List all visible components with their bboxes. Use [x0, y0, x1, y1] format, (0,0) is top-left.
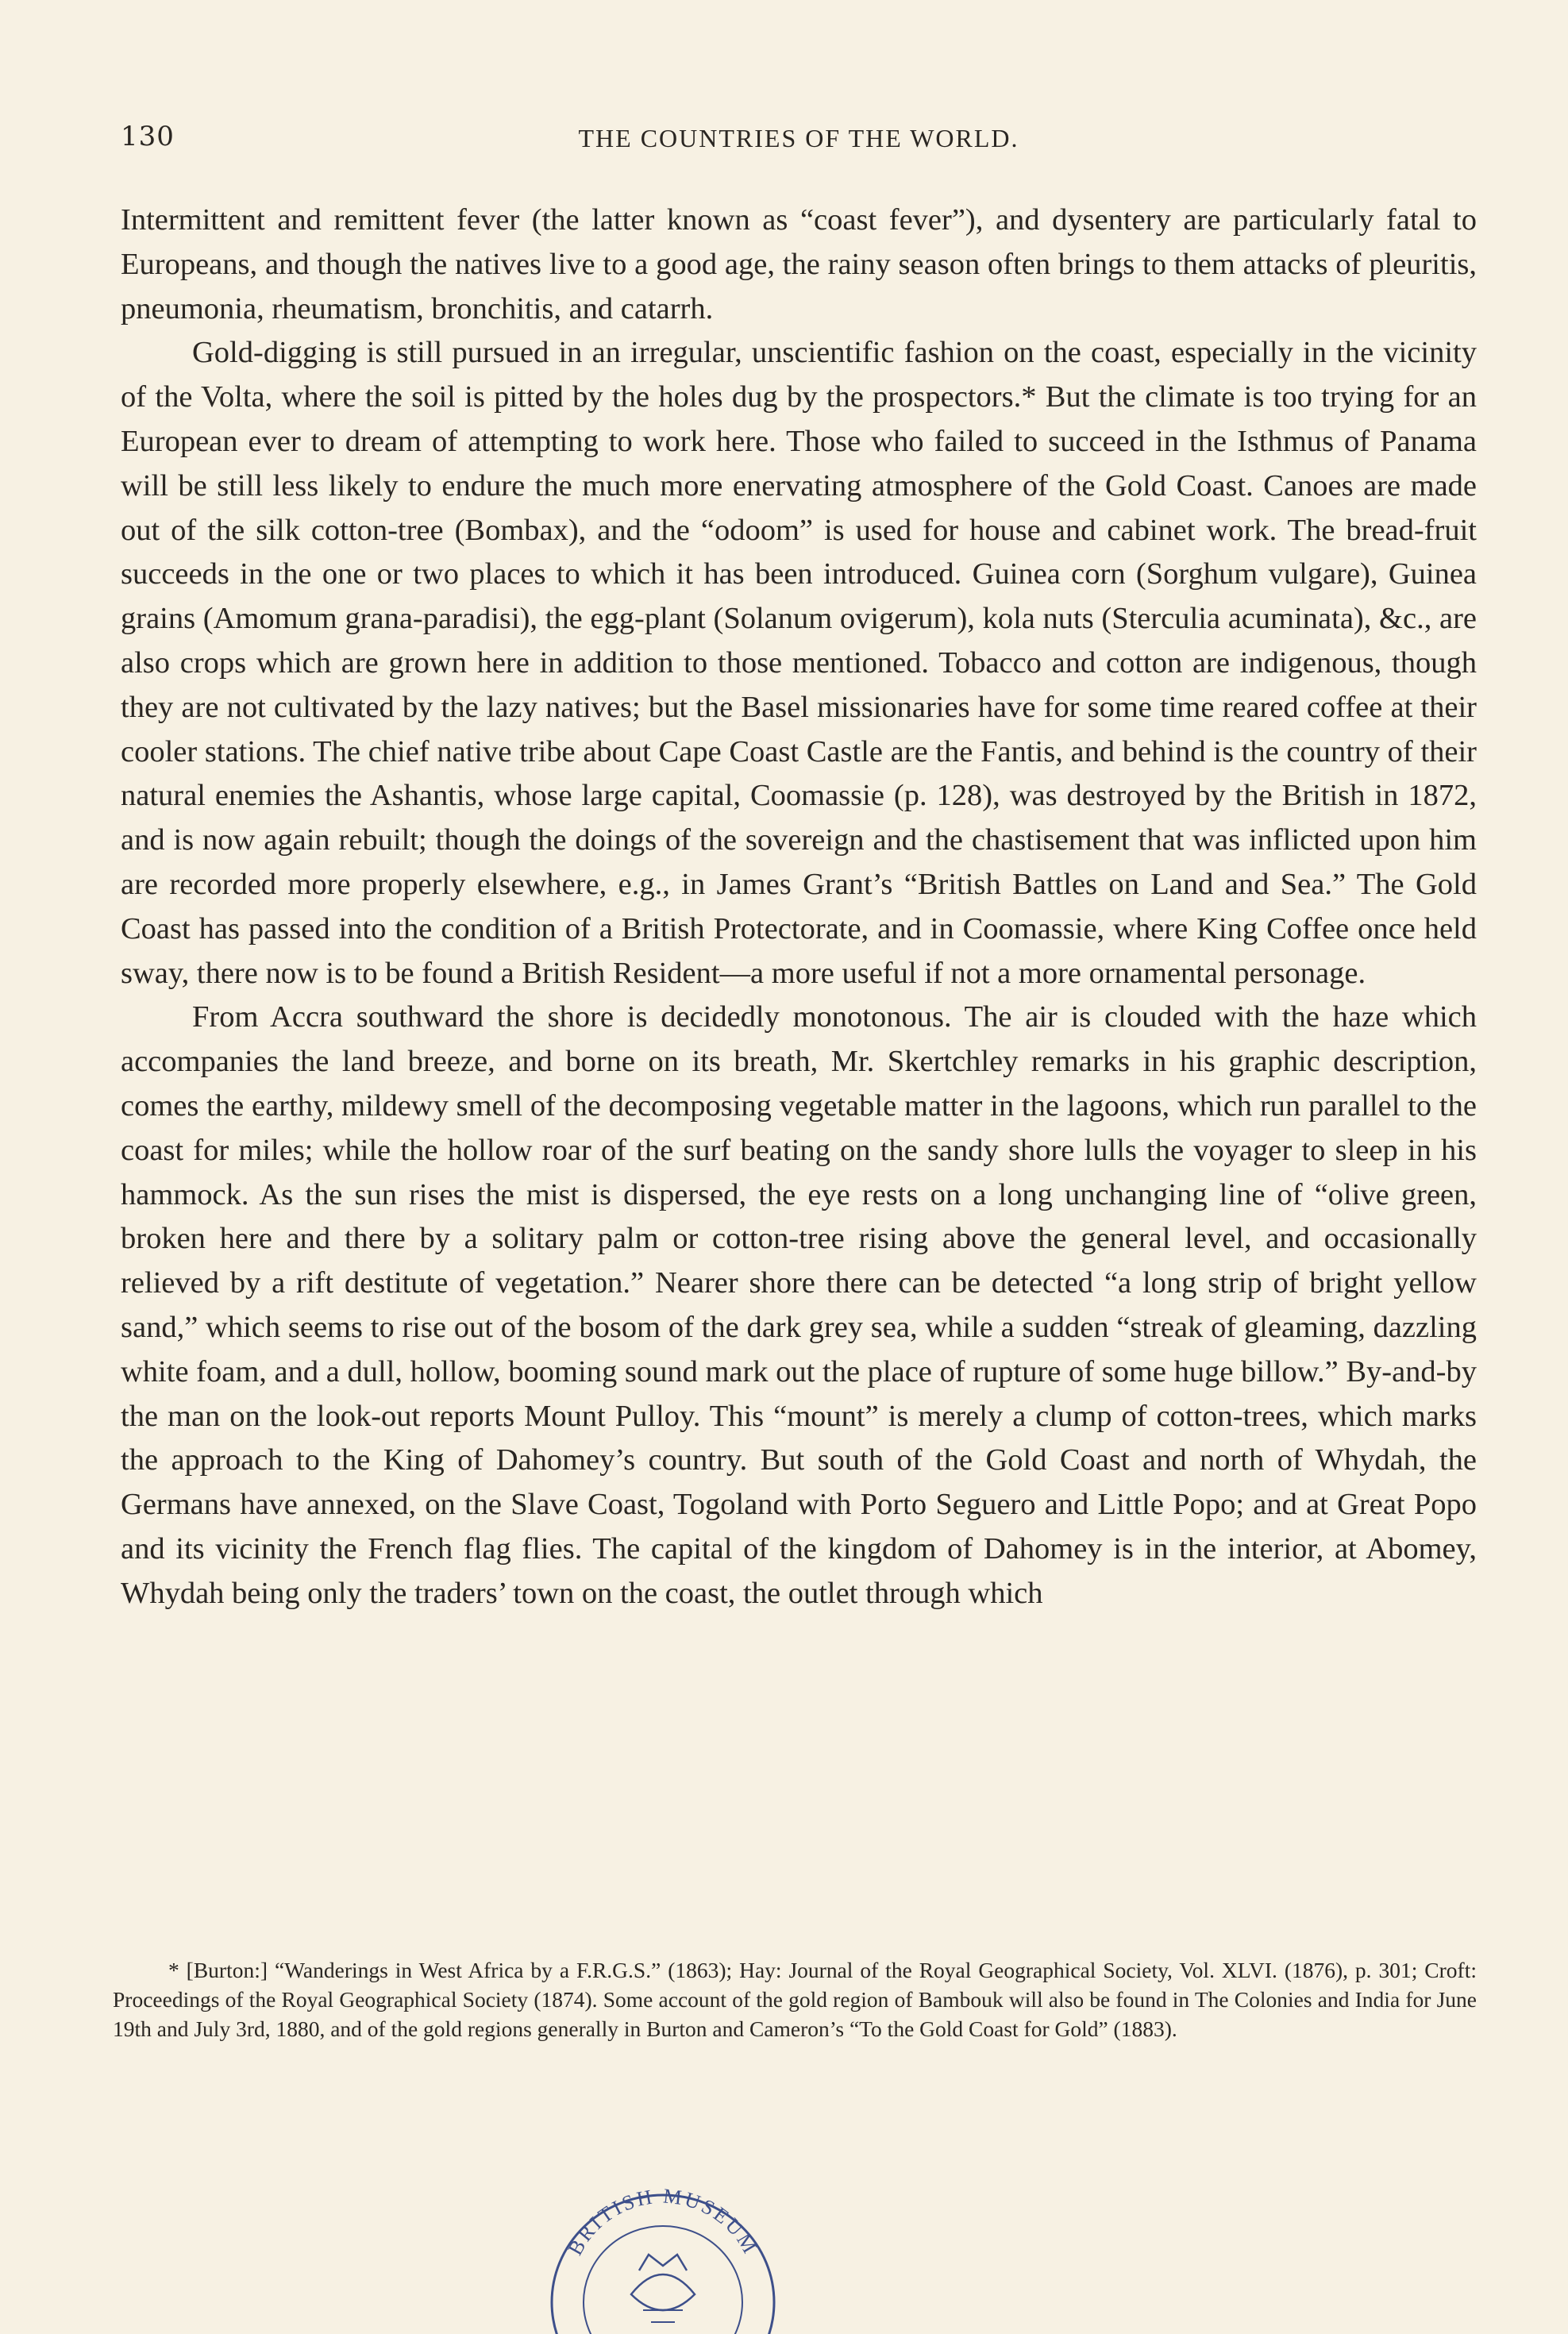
stamp-seal-icon: [540, 2175, 786, 2334]
page-number: 130: [121, 121, 175, 152]
library-stamp: [540, 2175, 786, 2334]
paragraph-accra: From Accra southward the shore is decidedly monotonous. The air is clouded with the haze which accompanies the land breeze, and borne on its breath, Mr. Skertchley remarks in his graphic description, comes the earthy, mildewy smell of the decomposing vegetable matter in the lagoons, which run parallel to the coast for miles; while the hollow roar of the surf beating on the sandy shore lulls the voyager to sleep in his hammock. As the sun rises the mist is dispersed, the eye rests on a long unchanging line of “olive green, broken here and there by a solitary palm or cotton-tree rising above the general level, and occasionally relieved by a rift destitute of vegetation.” Nearer shore there can be detected “a long strip of bright yellow sand,” which seems to rise out of the bosom of the dark grey sea, while a sudden “streak of gleaming, dazzling white foam, and a dull, hollow, booming sound mark out the place of rupture of some huge billow.” By-and-by the man on the look-out reports Mount Pulloy. This “mount” is merely a clump of cotton-trees, which marks the approach to the King of Dahomey’s country. But south of the Gold Coast and north of Whydah, the Germans have annexed, on the Slave Coast, Togoland with Porto Seguero and Little Popo; and at Great Popo and its vicinity the French flag flies. The capital of the kingdom of Dahomey is in the interior, at Abomey, Whydah being only the traders’ town on the coast, the outlet through which: [121, 1000, 1477, 1610]
stamp-text: BRITISH MUSEUM: [563, 2184, 763, 2259]
paragraph-gold-digging: Gold-digging is still pursued in an irregular, unscientific fashion on the coast, especially in the vicinity of the Volta, where the soil is pitted by the holes dug by the prospectors.* But the climate is too trying for an European ever to dream of attempting to work here. Those who failed to succeed in the Isthmus of Panama will be still less likely to endure the much more enervating atmosphere of the Gold Coast. Canoes are made out of the silk cotton-tree (Bombax), and the “odoom” is used for house and cabinet work. The bread-fruit succeeds in the one or two places to which it has been introduced. Guinea corn (Sorghum vulgare), Guinea grains (Amomum grana-paradisi), the egg-plant (Solanum ovigerum), kola nuts (Sterculia acuminata), &c., are also crops which are grown here in addition to those mentioned. Tobacco and cotton are indigenous, though they are not cultivated by the lazy natives; but the Basel missionaries have for some time reared coffee at their cooler stations. The chief native tribe about Cape Coast Castle are the Fantis, and behind is the country of their natural enemies the Ashantis, whose large capital, Coomassie (p. 128), was destroyed by the British in 1872, and is now again rebuilt; though the doings of the sovereign and the chastisement that was inflicted upon him are recorded more properly elsewhere, e.g., in James Grant’s “British Battles on Land and Sea.” The Gold Coast has passed into the condition of a British Protectorate, and in Coomassie, where King Coffee once held sway, there now is to be found a British Resident—a more useful if not a more ornamental personage.: [121, 336, 1477, 990]
running-head: THE COUNTRIES OF THE WORLD.: [578, 124, 1019, 152]
page-header: [121, 121, 1477, 168]
body-text: [121, 198, 1477, 1616]
footnote: * [Burton:] “Wanderings in West Africa by a F.R.G.S.” (1863); Hay: Journal of the Royal Geographical Society, Vol. XLVI. (1876), p. 301; Croft: Proceedings of the Royal Geographical Society (1874). Some account of the gold region of Bambouk will also be found in The Colonies and India for June 19th and July 3rd, 1880, and of the gold regions generally in Burton and Cameron’s “To the Gold Coast for Gold” (1883).: [113, 1958, 1477, 2041]
paragraph-fever: Intermittent and remittent fever (the latter known as “coast fever”), and dysentery are particularly fatal to Europeans, and though the natives live to a good age, the rainy season often brings to them attacks of pleuritis, pneumonia, rheumatism, bronchitis, and catarrh.: [121, 203, 1477, 325]
